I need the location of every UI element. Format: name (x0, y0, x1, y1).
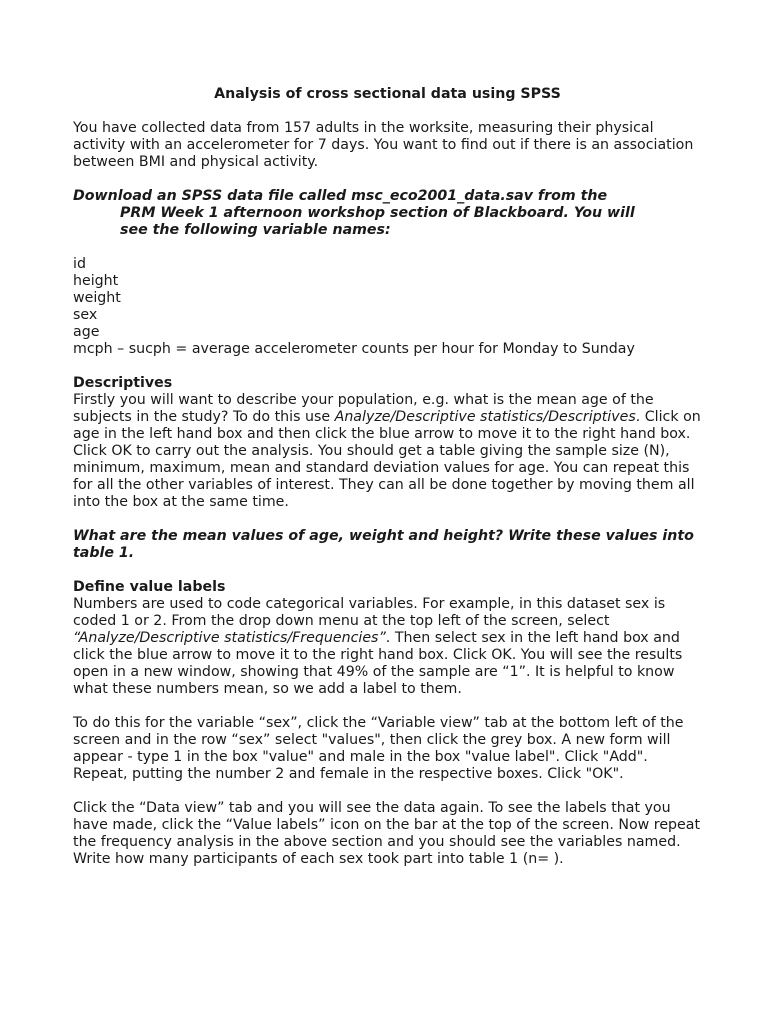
value-labels-paragraph (73, 596, 702, 698)
descriptives-text-a: Firstly you will want to describe your population, e.g. what is the mean age of the subjects in the study? To do this use (73, 392, 654, 425)
value-labels-text-a: Numbers are used to code categorical variables. For example, in this dataset sex is coded 1 or 2. From the drop down menu at the top left of the screen, select (73, 596, 666, 629)
descriptives-heading: Descriptives (73, 375, 173, 391)
descriptives-menu-path: Analyze/Descriptive statistics/Descriptives (334, 409, 636, 425)
variable-item: id (73, 256, 86, 272)
download-line-3: see the following variable names: (120, 222, 391, 238)
download-instruction (73, 188, 702, 239)
mean-values-question: What are the mean values of age, weight and height? Write these values into table 1. (73, 528, 694, 561)
descriptives-paragraph (73, 392, 702, 511)
value-labels-heading: Define value labels (73, 579, 226, 595)
variable-view-paragraph: To do this for the variable “sex”, click the “Variable view” tab at the bottom left of the screen and in the row “sex” select "values", then click the grey box. A new form will appear - type 1 in the box "value" and male in the box "value label". Click "Add". Repeat, putting the number 2 and female in the respective boxes. Click "OK". (73, 715, 684, 782)
descriptives-text-b: . Click on age in the left hand box and then click the blue arrow to move it to the right hand box. Click OK to carry out the analysis. You should get a table giving the sample size (N), minimum, maximum, mean and standard deviation values for age. You can repeat this for all the other variables of interest. They can all be done together by moving them all into the box at the same time. (73, 409, 701, 510)
variable-item: mcph – sucph = average accelerometer counts per hour for Monday to Sunday (73, 341, 635, 357)
data-view-paragraph: Click the “Data view” tab and you will see the data again. To see the labels that you have made, click the “Value labels” icon on the bar at the top of the screen. Now repeat the frequency analysis in the above section and you should see the variables named. Write how many participants of each sex took part into table 1 (n= ). (73, 800, 701, 867)
variable-item: age (73, 324, 100, 340)
value-labels-text-b: . Then select sex in the left hand box and click the blue arrow to move it to the right hand box. Click OK. You will see the results open in a new window, showing that 49% of the sample are “1”. It is helpful to know what these numbers mean, so we add a label to them. (73, 630, 683, 697)
document-title: Analysis of cross sectional data using SPSS (214, 86, 561, 102)
intro-paragraph: You have collected data from 157 adults in the worksite, measuring their physical activity with an accelerometer for 7 days. You want to find out if there is an association between BMI and physical activity. (73, 120, 694, 170)
download-line-2: PRM Week 1 afternoon workshop section of Blackboard. You will (120, 205, 635, 221)
variable-item: sex (73, 307, 98, 323)
download-line-1: Download an SPSS data file called msc_eco2001_data.sav from the (73, 188, 608, 204)
variable-item: weight (73, 290, 121, 306)
value-labels-menu-path: “Analyze/Descriptive statistics/Frequencies” (73, 630, 386, 646)
variable-item: height (73, 273, 119, 289)
variable-list (73, 256, 702, 358)
